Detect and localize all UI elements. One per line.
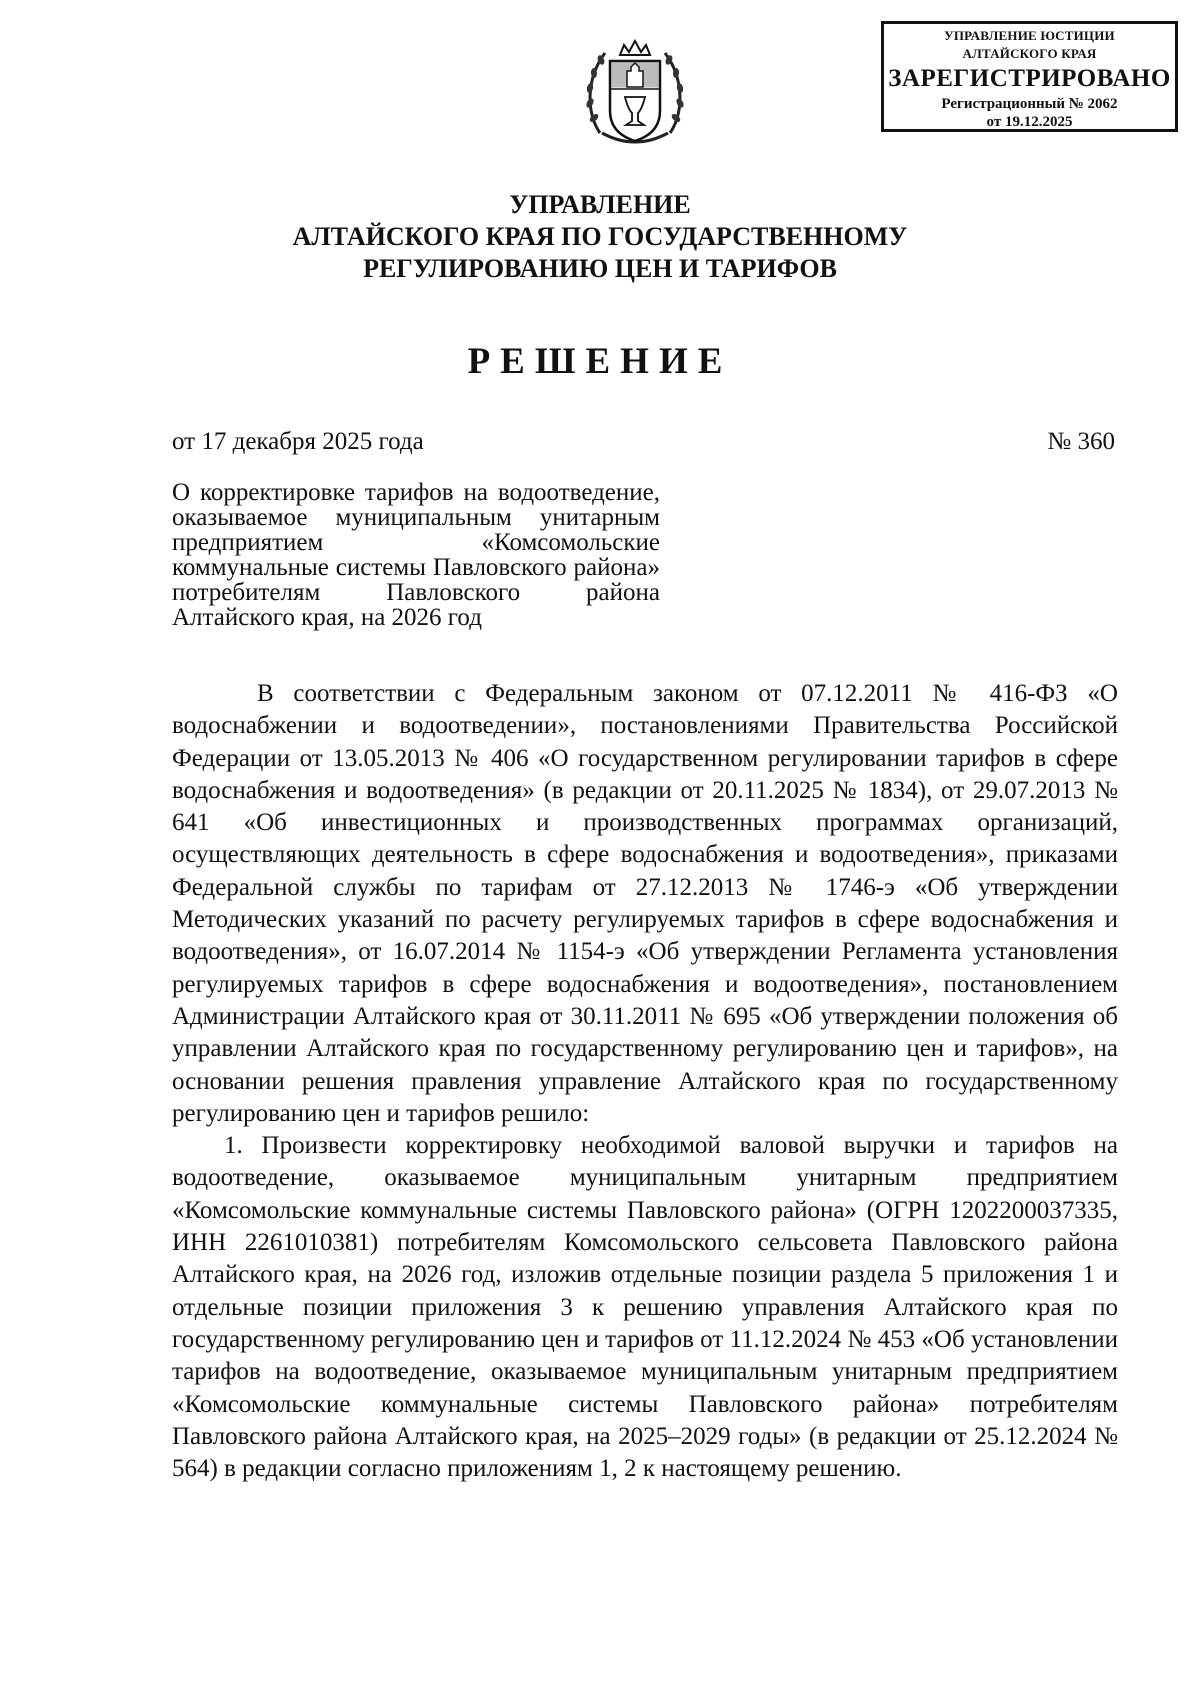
stamp-org-line2: АЛТАЙСКОГО КРАЯ [962,46,1097,61]
stamp-org-line1: УПРАВЛЕНИЕ ЮСТИЦИИ [944,28,1115,43]
header-line-1: УПРАВЛЕНИЕ [509,190,691,219]
header-line-2: АЛТАЙСКОГО КРАЯ ПО ГОСУДАРСТВЕННОМУ [292,222,908,251]
document-body [172,678,1118,1485]
document-subject: О корректировке тарифов на водоотведение, оказываемое муниципальным унитарным предприятием «Комсомольские коммунальные системы Павловского района» потребителям Павловского района Алтайского края, на 2026 год [172,479,660,631]
coat-of-arms-icon [580,33,690,155]
header-line-3: РЕГУЛИРОВАНИЮ ЦЕН И ТАРИФОВ [363,254,837,283]
registration-stamp [881,21,1178,132]
document-number: № 360 [1047,428,1115,455]
document-date: от 17 декабря 2025 года [172,428,424,455]
preamble-paragraph: В соответствии с Федеральным законом от 07.12.2011 № 416-ФЗ «О водоснабжении и водоотведении», постановлениями Правительства Российской Федерации от 13.05.2013 № 406 «О государственном регулировании тарифов в сфере водоснабжения и водоотведения» (в редакции от 20.11.2025 № 1834), от 29.07.2013 № 641 «Об инвестиционных и производственных программах организаций, осуществляющих деятельность в сфере водоснабжения и водоотведения», приказами Федеральной службы по тарифам от 27.12.2013 № 1746-э «Об утверждении Методических указаний по расчету регулируемых тарифов в сфере водоснабжения и водоотведения», от 16.07.2014 № 1154-э «Об утверждении Регламента установления регулируемых тарифов в сфере водоснабжения и водоотведения», постановлением Администрации Алтайского края от 30.11.2011 № 695 «Об утверждении положения об управлении Алтайского края по государственному регулированию цен и тарифов», на основании решения правления управление Алтайского края по государственному регулированию цен и тарифов решило: [172,680,1118,1127]
document-type-title: РЕШЕНИЕ [467,341,733,382]
stamp-reg-date: от 19.12.2025 [986,114,1073,130]
stamp-reg-number: Регистрационный № 2062 [941,96,1118,112]
stamp-registered: ЗАРЕГИСТРИРОВАНО [888,65,1171,92]
item-1-paragraph: 1. Произвести корректировку необходимой валовой выручки и тарифов на водоотведение, оказываемое муниципальным унитарным предприятием «Комсомольские коммунальные системы Павловского района» (ОГРН 1202200037335, ИНН 2261010381) потребителям Комсомольского сельсовета Павловского района Алтайского края, на 2026 год, изложив отдельные позиции раздела 5 приложения 1 и отдельные позиции приложения 3 к решению управления Алтайского края по государственному регулированию цен и тарифов от 11.12.2024 № 453 «Об установлении тарифов на водоотведение, оказываемое муниципальным унитарным предприятием «Комсомольские коммунальные системы Павловского района» потребителям Павловского района Алтайского края, на 2025–2029 годы» (в редакции от 25.12.2024 № 564) в редакции согласно приложениям 1, 2 к настоящему решению. [172,1132,1118,1483]
